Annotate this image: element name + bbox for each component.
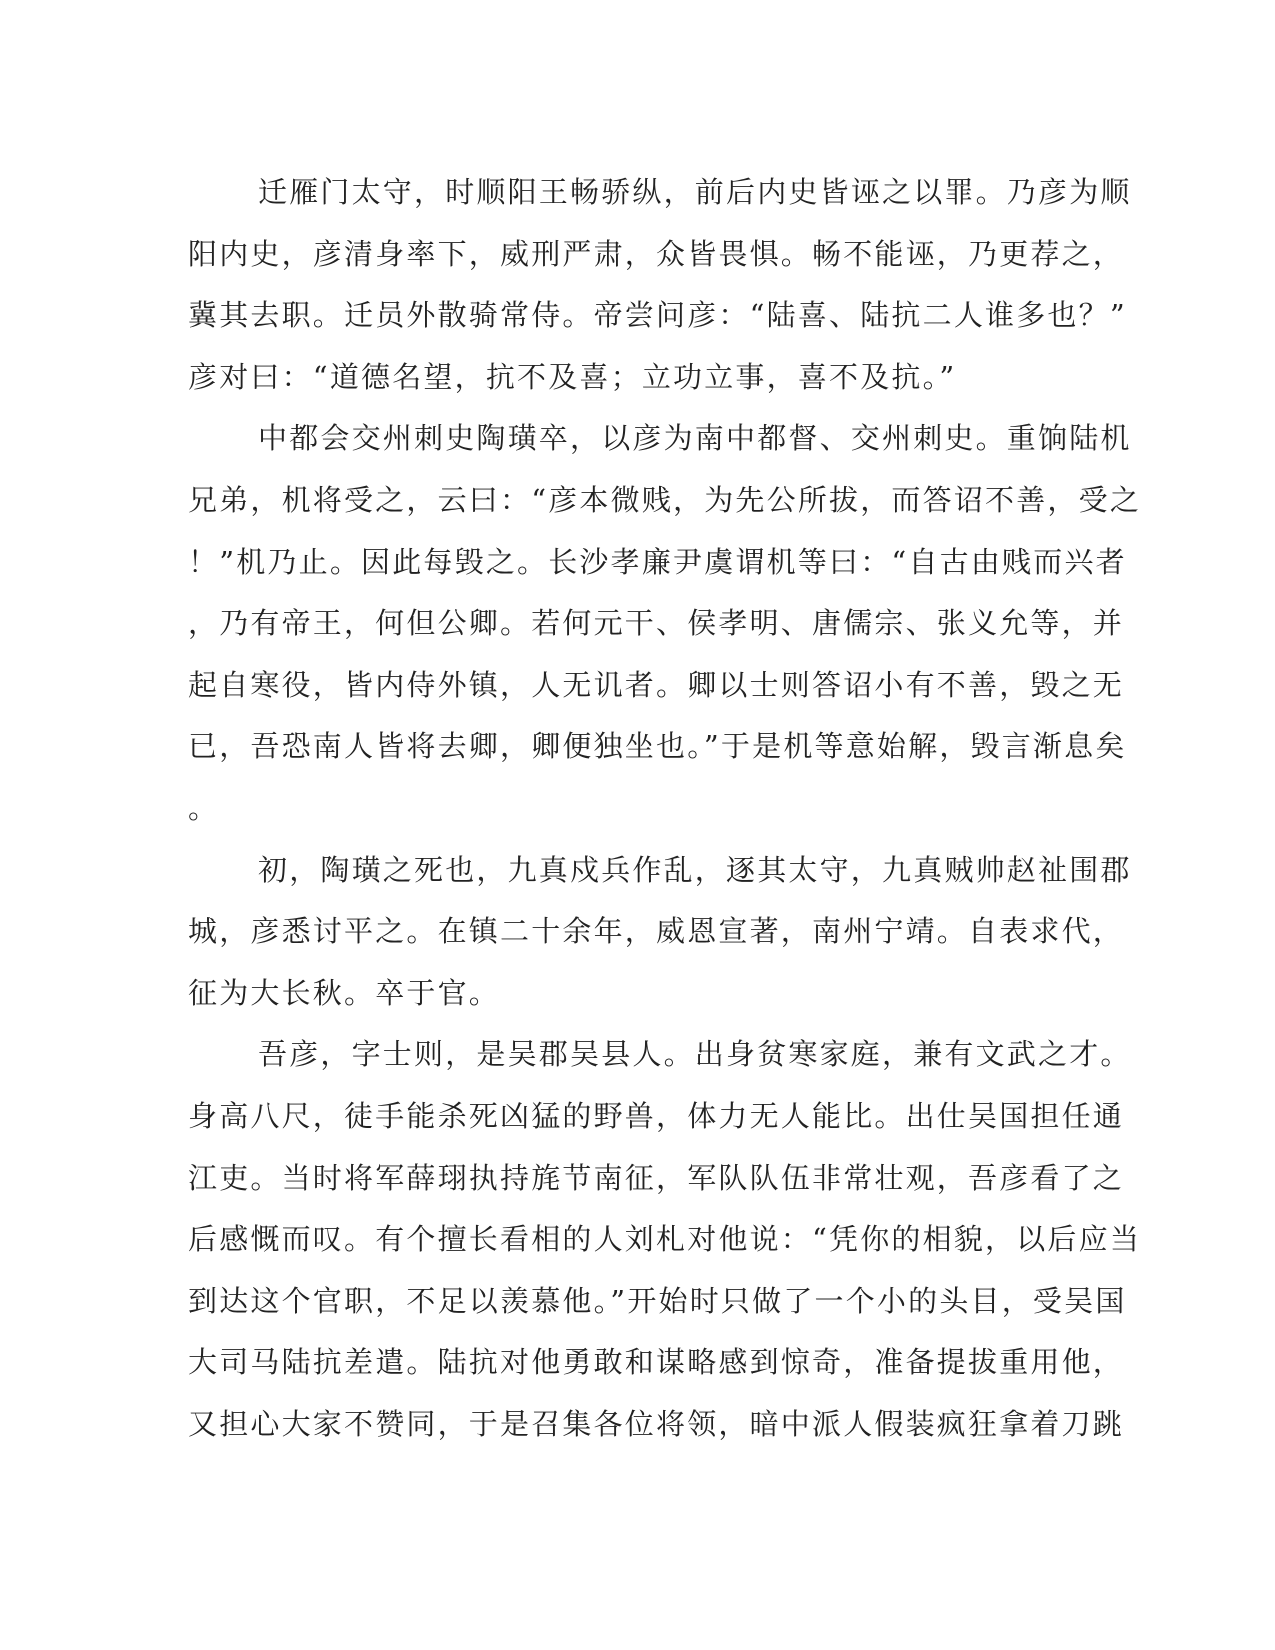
text-line: 身高八尺，徒手能杀死凶猛的野兽，体力无人能比。出仕吴国担任通 (188, 1098, 1125, 1133)
text-line: 后感慨而叹。有个擅长看相的人刘札对他说：“凭你的相貌，以后应当 (188, 1222, 1142, 1257)
text-line: 冀其去职。迁员外散骑常侍。帝尝问彦：“陆喜、陆抗二人谁多也？” (188, 298, 1127, 333)
text-line: 大司马陆抗差遣。陆抗对他勇敢和谋略感到惊奇，准备提拔重用他， (188, 1345, 1125, 1380)
text-line: ！”机乃止。因此每毁之。长沙孝廉尹虞谓机等曰：“自古由贱而兴者 (188, 544, 1127, 579)
text-line: 吾彦，字士则，是吴郡吴县人。出身贫寒家庭，兼有文武之才。 (258, 1037, 1132, 1072)
text-line: 迁雁门太守，时顺阳王畅骄纵，前后内史皆诬之以罪。乃彦为顺 (258, 175, 1132, 209)
text-line: 已，吾恐南人皆将去卿，卿便独坐也。”于是机等意始解，毁言渐息矣 (188, 729, 1127, 764)
text-line: 城，彦悉讨平之。在镇二十余年，威恩宣著，南州宁靖。自表求代， (188, 914, 1125, 949)
text-line: 兄弟，机将受之，云曰：“彦本微贱，为先公所拔，而答诏不善，受之 (188, 482, 1142, 517)
text-line: 征为大长秋。卒于官。 (188, 975, 501, 1010)
text-line: 初，陶璜之死也，九真戍兵作乱，逐其太守，九真贼帅赵祉围郡 (258, 852, 1132, 887)
text-line: 中都会交州刺史陶璜卒，以彦为南中都督、交州刺史。重饷陆机 (258, 421, 1132, 456)
text-line: 江吏。当时将军薛珝执持旄节南征，军队队伍非常壮观，吾彦看了之 (188, 1160, 1125, 1195)
text-line: 到达这个官职，不足以羡慕他。”开始时只做了一个小的头目，受吴国 (188, 1283, 1127, 1318)
text-line: 又担心大家不赞同，于是召集各位将领，暗中派人假装疯狂拿着刀跳 (188, 1406, 1125, 1441)
text-line: ，乃有帝王，何但公卿。若何元干、侯孝明、唐儒宗、张义允等，并 (188, 606, 1125, 641)
text-line: 起自寒役，皆内侍外镇，人无讥者。卿以士则答诏小有不善，毁之无 (188, 667, 1125, 702)
document-body (188, 162, 1142, 1455)
text-line: 。 (188, 790, 220, 825)
text-line: 阳内史，彦清身率下，威刑严肃，众皆畏惧。畅不能诬，乃更荐之， (188, 236, 1125, 271)
text-line: 彦对曰：“道德名望，抗不及喜；立功立事，喜不及抗。” (188, 359, 957, 394)
